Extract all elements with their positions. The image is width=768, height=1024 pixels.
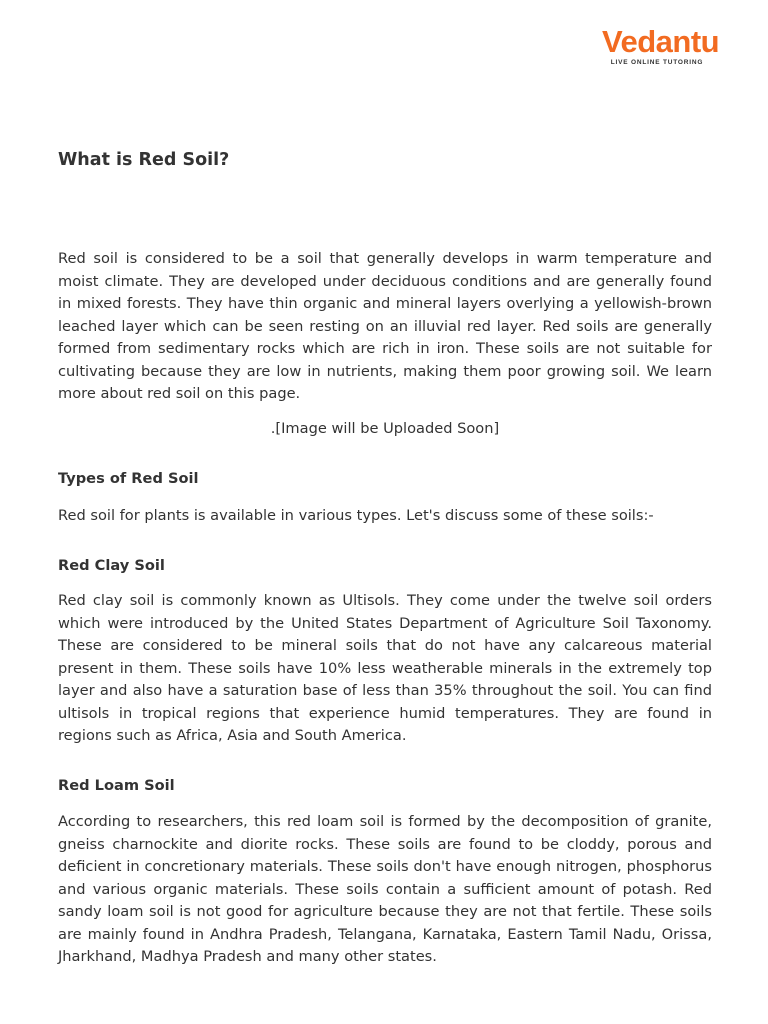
section-heading-red-loam-soil: Red Loam Soil bbox=[58, 777, 175, 794]
types-heading: Types of Red Soil bbox=[58, 470, 199, 487]
logo-tagline: LIVE ONLINE TUTORING bbox=[610, 59, 704, 66]
intro-paragraph: Red soil is considered to be a soil that generally develops in warm temperature and moist climate. They are developed under deciduous conditions and are generally found in mixed forests. They have thin organic and mineral layers overlying a yellowish-brown leached layer which can be seen resting on an illuvial red layer. Red soils are generally formed from sedimentary rocks which are rich in iron. These soils are not suitable for cultivating because they are low in nutrients, making them poor growing soil. We learn more about red soil on this page. bbox=[58, 250, 712, 402]
logo-wordmark: Vedantu bbox=[602, 24, 720, 59]
section-body-red-clay-soil: Red clay soil is commonly known as Ultisols. They come under the twelve soil orders which were introduced by the United States Department of Agriculture Soil Taxonomy. These are considered to be mineral soils that do not have any calcareous material present in them. These soils have 10% less weatherable minerals in the extremely top layer and also have a saturation base of less than 35% throughout the soil. You can find ultisols in tropical regions that experience humid temperatures. They are found in regions such as Africa, Asia and South America. bbox=[58, 592, 712, 744]
page-title: What is Red Soil? bbox=[58, 150, 230, 170]
types-intro-paragraph: Red soil for plants is available in various types. Let's discuss some of these soils:- bbox=[58, 507, 654, 524]
image-placeholder: .[Image will be Uploaded Soon] bbox=[270, 420, 500, 437]
section-heading-red-clay-soil: Red Clay Soil bbox=[58, 557, 165, 574]
section-body-red-loam-soil: According to researchers, this red loam soil is formed by the decomposition of granite, gneiss charnockite and diorite rocks. These soils are found to be cloddy, porous and deficient in concretionary materials. These soils don't have enough nitrogen, phosphorus and various organic materials. These soils contain a sufficient amount of potash. Red sandy loam soil is not good for agriculture because they are not that fertile. These soils are mainly found in Andhra Pradesh, Telangana, Karnataka, Eastern Tamil Nadu, Orissa, Jharkhand, Madhya Pradesh and many other states. bbox=[58, 813, 712, 965]
vedantu-logo bbox=[602, 24, 720, 66]
